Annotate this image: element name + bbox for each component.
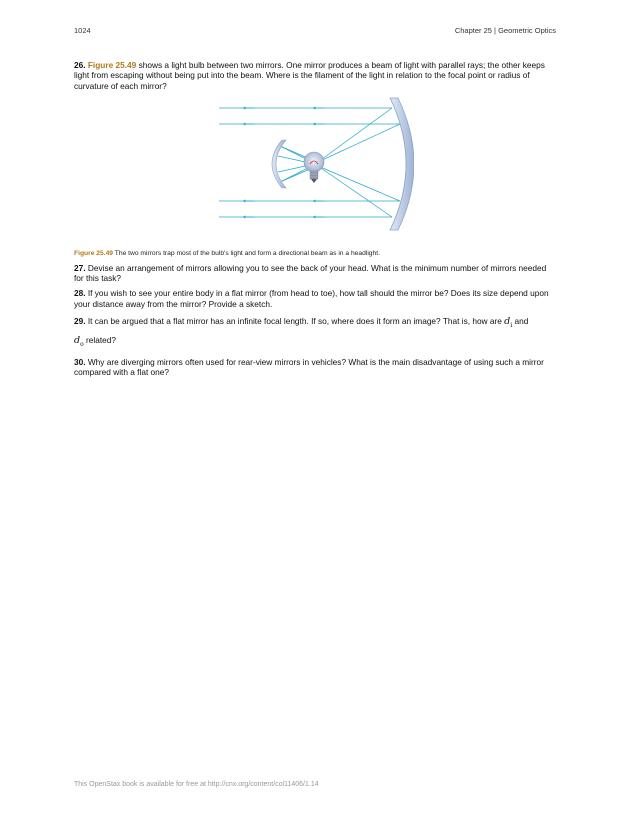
problem-text: related? bbox=[83, 334, 117, 345]
problem-number: 29. bbox=[74, 316, 86, 327]
problem-number: 26. bbox=[74, 60, 86, 70]
problem-number: 30. bbox=[74, 356, 86, 367]
page-footer: This OpenStax book is available for free at http://cnx.org/content/col11406/1.14 bbox=[74, 781, 319, 788]
figure-caption bbox=[74, 249, 556, 258]
problem-text: Devise an arrangement of mirrors allowing you to see the back of your head. What is the minimum number of mirrors needed for this task? bbox=[74, 262, 547, 284]
problem-number: 28. bbox=[74, 288, 86, 299]
problem-28 bbox=[74, 288, 556, 309]
problem-text: shows a light bulb between two mirrors. One mirror produces a beam of light with parallel rays; the other keeps light from escaping without being put into the beam. Where is the filament of the light in relation to the focal point or radius of curvature of each mirror? bbox=[74, 60, 545, 91]
problem-30 bbox=[74, 357, 556, 378]
problem-text: and bbox=[512, 316, 529, 327]
main-content bbox=[74, 60, 556, 382]
chapter-title: Chapter 25 | Geometric Optics bbox=[454, 26, 556, 35]
headlight-diagram bbox=[214, 96, 414, 241]
problem-29 bbox=[74, 314, 556, 352]
variable-do: $d_o$ bbox=[74, 334, 84, 348]
figure-label: Figure 25.49 bbox=[74, 249, 114, 257]
problem-number: 27. bbox=[74, 262, 86, 273]
variable-di: $d_i$ bbox=[504, 316, 513, 329]
problem-text: It can be argued that a flat mirror has an infinite focal length. If so, where does it form an image? That is, how are bbox=[85, 316, 505, 327]
light-bulb-icon bbox=[304, 152, 324, 183]
problem-text: Why are diverging mirrors often used for rear-view mirrors in vehicles? What is the main disadvantage of using such a mirror compared with a flat one? bbox=[74, 356, 544, 378]
small-mirror bbox=[272, 140, 286, 188]
large-mirror bbox=[390, 98, 414, 230]
figure-25-49 bbox=[74, 96, 556, 246]
figure-link[interactable]: Figure 25.49 bbox=[87, 60, 137, 70]
problem-27 bbox=[74, 263, 556, 284]
page-number: 1024 bbox=[74, 26, 91, 35]
problem-26 bbox=[74, 60, 556, 91]
caption-text: The two mirrors trap most of the bulb's light and form a directional beam as in a headlight. bbox=[113, 249, 380, 257]
page-header bbox=[74, 26, 556, 35]
problem-text: If you wish to see your entire body in a flat mirror (from head to toe), how tall should the mirror be? Does its size depend upon your distance away from the mirror? Provide a sketch. bbox=[74, 288, 549, 309]
